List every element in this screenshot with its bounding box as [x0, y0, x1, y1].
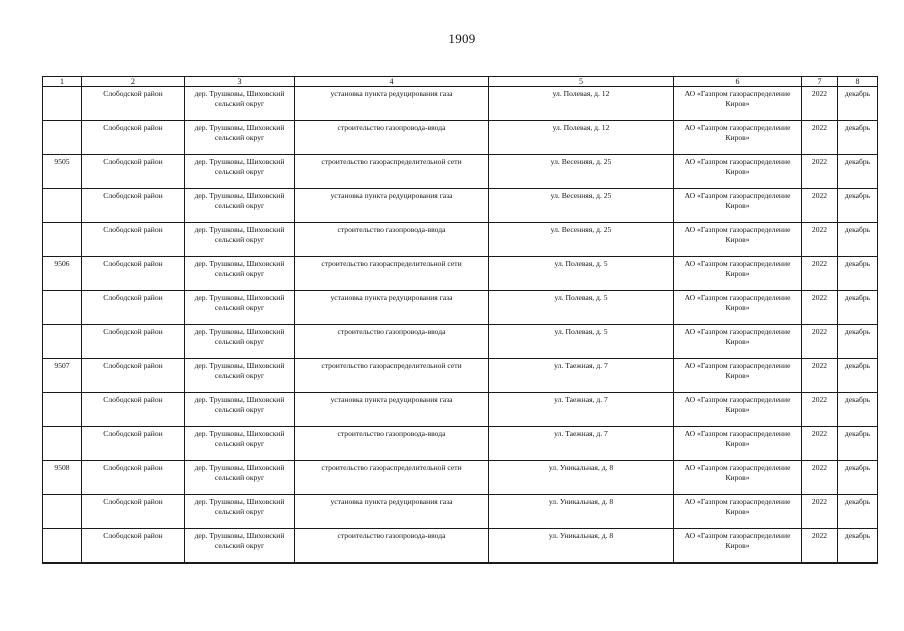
month-cell: декабрь [838, 257, 878, 291]
row-number-cell [43, 223, 82, 257]
row-number-cell: 9507 [43, 359, 82, 393]
locality-cell: дер. Трушковы, Шиховский сельский округ [185, 529, 295, 564]
row-number-cell [43, 121, 82, 155]
organization-cell: АО «Газпром газораспределение Киров» [674, 155, 802, 189]
table-row [43, 87, 878, 121]
column-header-6: 6 [674, 77, 802, 87]
district-cell: Слободской район [82, 155, 185, 189]
column-header-2: 2 [82, 77, 185, 87]
table-row [43, 325, 878, 359]
locality-cell: дер. Трушковы, Шиховский сельский округ [185, 325, 295, 359]
organization-cell: АО «Газпром газораспределение Киров» [674, 359, 802, 393]
organization-cell: АО «Газпром газораспределение Киров» [674, 87, 802, 121]
address-cell: ул. Полевая, д. 5 [489, 325, 674, 359]
column-header-1: 1 [43, 77, 82, 87]
work-type-cell: строительство газопровода-ввода [295, 325, 489, 359]
organization-cell: АО «Газпром газораспределение Киров» [674, 495, 802, 529]
work-type-cell: строительство газопровода-ввода [295, 121, 489, 155]
month-cell: декабрь [838, 495, 878, 529]
row-number-cell: 9506 [43, 257, 82, 291]
page-number: 1909 [448, 31, 476, 46]
table-row [43, 359, 878, 393]
address-cell: ул. Весенняя, д. 25 [489, 223, 674, 257]
organization-cell: АО «Газпром газораспределение Киров» [674, 223, 802, 257]
locality-cell: дер. Трушковы, Шиховский сельский округ [185, 121, 295, 155]
table-row [43, 155, 878, 189]
row-number-cell [43, 393, 82, 427]
month-cell: декабрь [838, 223, 878, 257]
table-row [43, 291, 878, 325]
month-cell: декабрь [838, 393, 878, 427]
organization-cell: АО «Газпром газораспределение Киров» [674, 529, 802, 564]
year-cell: 2022 [802, 461, 838, 495]
year-cell: 2022 [802, 291, 838, 325]
row-number-cell [43, 291, 82, 325]
table-body [43, 87, 878, 564]
table-row [43, 529, 878, 564]
locality-cell: дер. Трушковы, Шиховский сельский округ [185, 87, 295, 121]
column-header-4: 4 [295, 77, 489, 87]
organization-cell: АО «Газпром газораспределение Киров» [674, 121, 802, 155]
work-type-cell: установка пункта редуцирования газа [295, 189, 489, 223]
column-header-7: 7 [802, 77, 838, 87]
locality-cell: дер. Трушковы, Шиховский сельский округ [185, 257, 295, 291]
row-number-cell: 9505 [43, 155, 82, 189]
address-cell: ул. Уникальная, д. 8 [489, 529, 674, 564]
address-cell: ул. Весенняя, д. 25 [489, 155, 674, 189]
address-cell: ул. Уникальная, д. 8 [489, 495, 674, 529]
year-cell: 2022 [802, 257, 838, 291]
month-cell: декабрь [838, 461, 878, 495]
table-row [43, 121, 878, 155]
locality-cell: дер. Трушковы, Шиховский сельский округ [185, 189, 295, 223]
locality-cell: дер. Трушковы, Шиховский сельский округ [185, 155, 295, 189]
organization-cell: АО «Газпром газораспределение Киров» [674, 461, 802, 495]
year-cell: 2022 [802, 495, 838, 529]
address-cell: ул. Таежная, д. 7 [489, 393, 674, 427]
address-cell: ул. Уникальная, д. 8 [489, 461, 674, 495]
work-type-cell: установка пункта редуцирования газа [295, 87, 489, 121]
district-cell: Слободской район [82, 359, 185, 393]
address-cell: ул. Полевая, д. 5 [489, 291, 674, 325]
district-cell: Слободской район [82, 121, 185, 155]
row-number-cell [43, 427, 82, 461]
district-cell: Слободской район [82, 87, 185, 121]
row-number-cell: 9508 [43, 461, 82, 495]
table-row [43, 257, 878, 291]
organization-cell: АО «Газпром газораспределение Киров» [674, 325, 802, 359]
address-cell: ул. Полевая, д. 12 [489, 121, 674, 155]
table-header-row [43, 77, 878, 87]
row-number-cell [43, 87, 82, 121]
locality-cell: дер. Трушковы, Шиховский сельский округ [185, 291, 295, 325]
work-type-cell: строительство газопровода-ввода [295, 427, 489, 461]
district-cell: Слободской район [82, 257, 185, 291]
work-type-cell: установка пункта редуцирования газа [295, 495, 489, 529]
month-cell: декабрь [838, 155, 878, 189]
work-type-cell: строительство газораспределительной сети [295, 461, 489, 495]
district-cell: Слободской район [82, 393, 185, 427]
table-row [43, 495, 878, 529]
column-header-8: 8 [838, 77, 878, 87]
district-cell: Слободской район [82, 461, 185, 495]
year-cell: 2022 [802, 427, 838, 461]
organization-cell: АО «Газпром газораспределение Киров» [674, 427, 802, 461]
district-cell: Слободской район [82, 495, 185, 529]
year-cell: 2022 [802, 155, 838, 189]
district-cell: Слободской район [82, 427, 185, 461]
table-row [43, 461, 878, 495]
row-number-cell [43, 325, 82, 359]
district-cell: Слободской район [82, 325, 185, 359]
address-cell: ул. Полевая, д. 12 [489, 87, 674, 121]
table-row [43, 189, 878, 223]
year-cell: 2022 [802, 529, 838, 564]
work-type-cell: строительство газораспределительной сети [295, 359, 489, 393]
year-cell: 2022 [802, 325, 838, 359]
table-row [43, 223, 878, 257]
work-type-cell: строительство газораспределительной сети [295, 155, 489, 189]
month-cell: декабрь [838, 529, 878, 564]
address-cell: ул. Весенняя, д. 25 [489, 189, 674, 223]
year-cell: 2022 [802, 87, 838, 121]
locality-cell: дер. Трушковы, Шиховский сельский округ [185, 495, 295, 529]
year-cell: 2022 [802, 223, 838, 257]
month-cell: декабрь [838, 325, 878, 359]
district-cell: Слободской район [82, 529, 185, 564]
month-cell: декабрь [838, 359, 878, 393]
locality-cell: дер. Трушковы, Шиховский сельский округ [185, 427, 295, 461]
month-cell: декабрь [838, 291, 878, 325]
organization-cell: АО «Газпром газораспределение Киров» [674, 257, 802, 291]
district-cell: Слободской район [82, 223, 185, 257]
locality-cell: дер. Трушковы, Шиховский сельский округ [185, 223, 295, 257]
organization-cell: АО «Газпром газораспределение Киров» [674, 393, 802, 427]
month-cell: декабрь [838, 87, 878, 121]
year-cell: 2022 [802, 359, 838, 393]
year-cell: 2022 [802, 121, 838, 155]
address-cell: ул. Таежная, д. 7 [489, 427, 674, 461]
work-type-cell: установка пункта редуцирования газа [295, 291, 489, 325]
work-type-cell: строительство газораспределительной сети [295, 257, 489, 291]
row-number-cell [43, 529, 82, 564]
row-number-cell [43, 189, 82, 223]
table-row [43, 427, 878, 461]
work-type-cell: строительство газопровода-ввода [295, 529, 489, 564]
document-table [42, 76, 878, 564]
address-cell: ул. Полевая, д. 5 [489, 257, 674, 291]
column-header-3: 3 [185, 77, 295, 87]
locality-cell: дер. Трушковы, Шиховский сельский округ [185, 359, 295, 393]
address-cell: ул. Таежная, д. 7 [489, 359, 674, 393]
month-cell: декабрь [838, 121, 878, 155]
district-cell: Слободской район [82, 189, 185, 223]
column-header-5: 5 [489, 77, 674, 87]
organization-cell: АО «Газпром газораспределение Киров» [674, 189, 802, 223]
row-number-cell [43, 495, 82, 529]
table-row [43, 393, 878, 427]
district-cell: Слободской район [82, 291, 185, 325]
locality-cell: дер. Трушковы, Шиховский сельский округ [185, 393, 295, 427]
organization-cell: АО «Газпром газораспределение Киров» [674, 291, 802, 325]
year-cell: 2022 [802, 189, 838, 223]
month-cell: декабрь [838, 189, 878, 223]
locality-cell: дер. Трушковы, Шиховский сельский округ [185, 461, 295, 495]
year-cell: 2022 [802, 393, 838, 427]
work-type-cell: установка пункта редуцирования газа [295, 393, 489, 427]
month-cell: декабрь [838, 427, 878, 461]
work-type-cell: строительство газопровода-ввода [295, 223, 489, 257]
